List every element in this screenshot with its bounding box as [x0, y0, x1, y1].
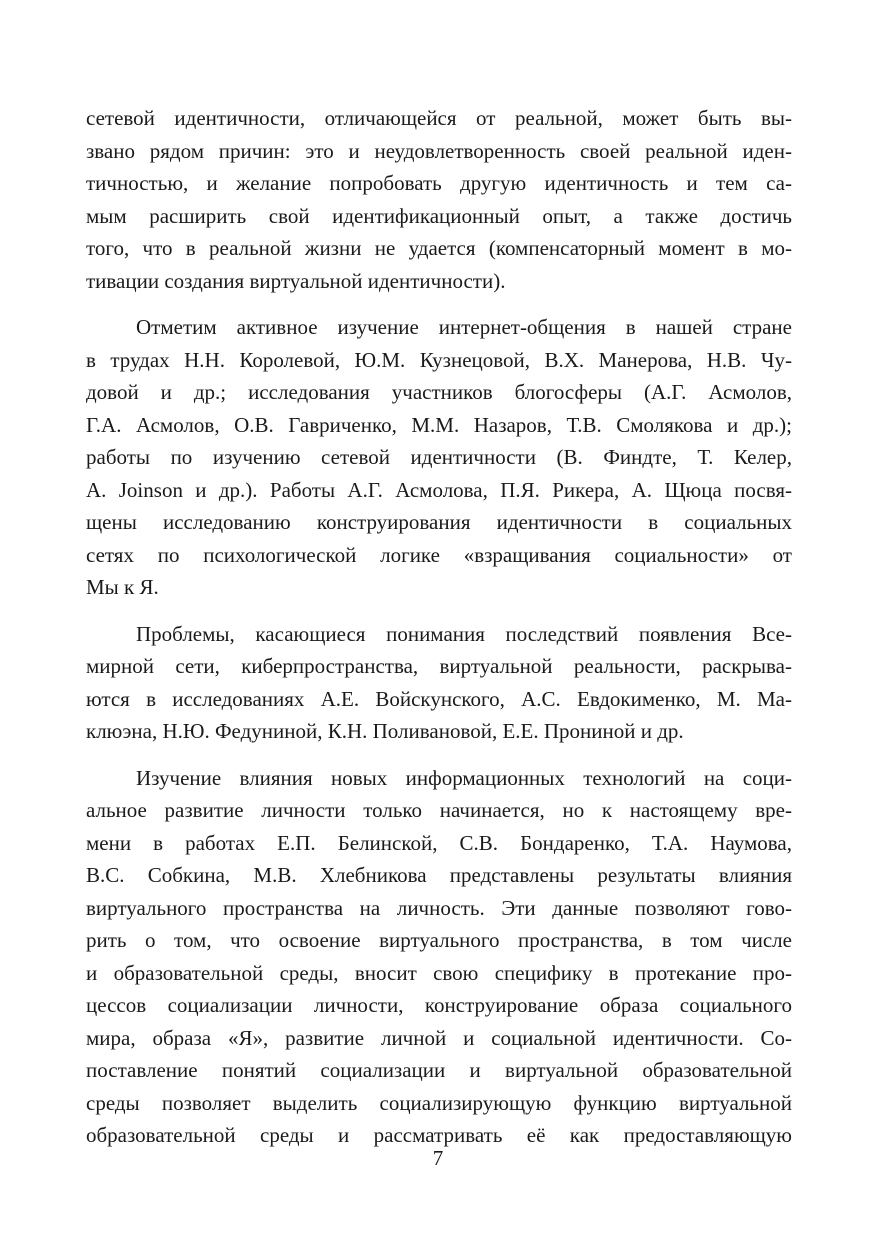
- text-line: поставление понятий социализации и виртуальной образовательной: [86, 1058, 792, 1082]
- text-line: альное развитие личности только начинается, но к настоящему вре-: [86, 798, 792, 822]
- text-line: виртуального пространства на личность. Эти данные позволяют гово-: [86, 895, 792, 920]
- text-line: сетевой идентичности, отличающейся от реальной, может быть вы-: [86, 106, 792, 130]
- text-line: клюэна, Н.Ю. Федуниной, К.Н. Поливановой, Е.Е. Прониной и др.: [86, 719, 684, 743]
- paragraph-2: [86, 311, 792, 604]
- page-number: 7: [432, 1146, 444, 1170]
- text-line: Отметим активное изучение интернет-общения в нашей стране: [136, 315, 792, 339]
- text-line: щены исследованию конструирования идентичности в социальных: [86, 510, 792, 534]
- paragraph-1: [86, 102, 792, 297]
- text-line: мым расширить свой идентификационный опыт, а также достичь: [86, 203, 792, 228]
- text-line: среды позволяет выделить социализирующую функцию виртуальной: [86, 1090, 792, 1115]
- text-line: работы по изучению сетевой идентичности (В. Финдте, Т. Келер,: [86, 445, 792, 469]
- document-page: [86, 102, 792, 1166]
- text-line: Изучение влияния новых информационных технологий на соци-: [136, 765, 792, 790]
- text-line: в трудах Н.Н. Королевой, Ю.М. Кузнецовой, В.Х. Манерова, Н.В. Чу-: [86, 347, 792, 372]
- text-line: образовательной среды и рассматривать её как предоставляющую: [86, 1123, 792, 1147]
- text-line: мени в работах Е.П. Белинской, С.В. Бондаренко, Т.А. Наумова,: [86, 830, 792, 855]
- text-line: довой и др.; исследования участников блогосферы (А.Г. Асмолов,: [86, 380, 792, 404]
- text-line: мира, образа «Я», развитие личной и социальной идентичности. Со-: [86, 1025, 792, 1050]
- text-line: ются в исследованиях А.Е. Войскунского, А.С. Евдокименко, М. Ма-: [86, 686, 792, 711]
- text-line: того, что в реальной жизни не удается (компенсаторный момент в мо-: [86, 236, 792, 260]
- text-line: цессов социализации личности, конструирование образа социального: [86, 993, 792, 1017]
- text-line: рить о том, что освоение виртуального пространства, в том числе: [86, 928, 792, 952]
- text-line: Проблемы, касающиеся понимания последствий появления Все-: [136, 621, 792, 646]
- text-line: и образовательной среды, вносит свою специфику в протекание про-: [86, 960, 792, 985]
- text-line: Мы к Я.: [86, 575, 159, 599]
- text-line: Г.А. Асмолов, О.В. Гавриченко, М.М. Назаров, Т.В. Смолякова и др.);: [86, 412, 792, 437]
- text-line: A. Joinson и др.). Работы А.Г. Асмолова, П.Я. Рикера, А. Щюца посвя-: [86, 477, 792, 502]
- text-line: тивации создания виртуальной идентичности).: [86, 268, 506, 293]
- paragraph-3: [86, 618, 792, 748]
- text-line: звано рядом причин: это и неудовлетворенность своей реальной иден-: [86, 138, 792, 163]
- text-line: сетях по психологической логике «взращивания социальности» от: [86, 542, 792, 567]
- text-line: мирной сети, киберпространства, виртуальной реальности, раскрыва-: [86, 654, 792, 678]
- text-line: В.С. Собкина, М.В. Хлебникова представлены результаты влияния: [86, 863, 792, 887]
- paragraph-4: [86, 762, 792, 1152]
- text-line: тичностью, и желание попробовать другую идентичность и тем са-: [86, 171, 792, 195]
